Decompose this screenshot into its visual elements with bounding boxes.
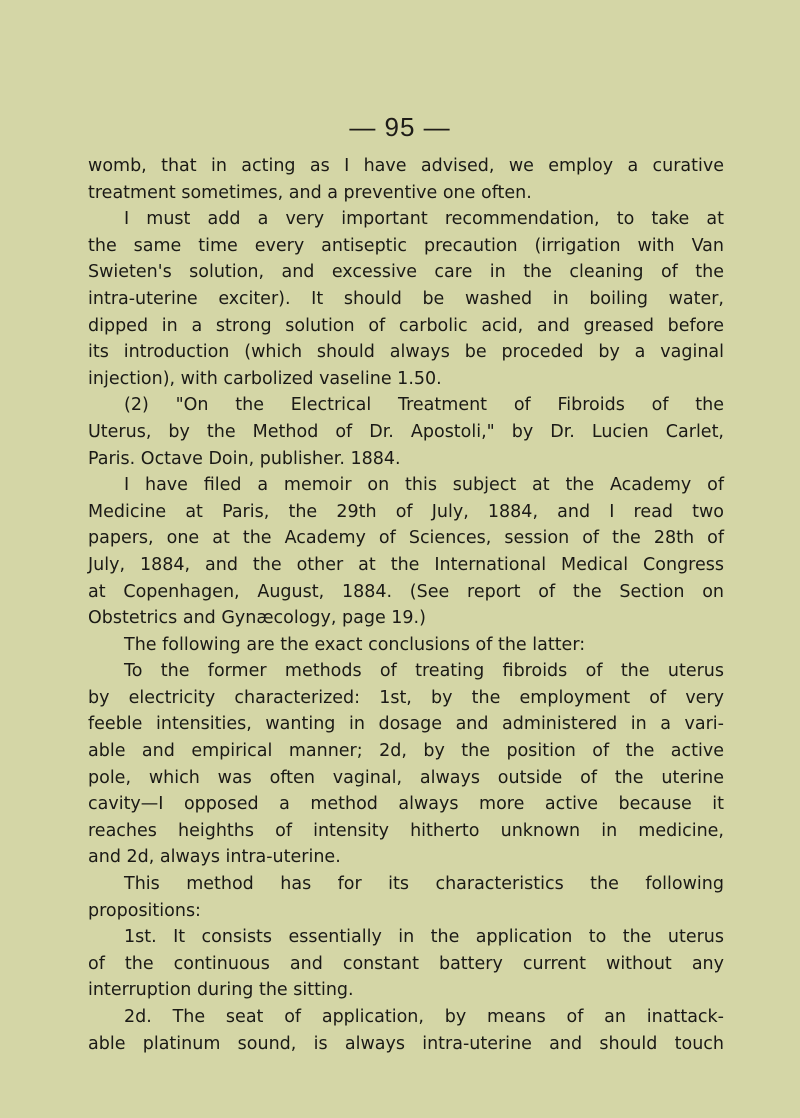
text-line: I have filed a memoir on this subject at the Academy of [124,475,724,496]
text-line: able platinum sound, is always intra-uterine and should touch [88,1033,724,1054]
text-line: propositions: [88,900,201,921]
text-line: July, 1884, and the other at the International Medical Congress [88,554,724,575]
text-line: treatment sometimes, and a preventive one often. [88,182,532,203]
text-line: by electricity characterized: 1st, by the employment of very [88,687,724,708]
text-line: at Copenhagen, August, 1884. (See report of the Section on [88,581,724,602]
text-line: Paris. Octave Doin, publisher. 1884. [88,448,401,469]
text-line: The following are the exact conclusions of the latter: [124,634,586,655]
text-line: 1st. It consists essentially in the application to the uterus [124,927,724,948]
text-line: reaches heighths of intensity hitherto unknown in medicine, [88,820,724,841]
text-line: dipped in a strong solution of carbolic acid, and greased before [88,315,724,336]
text-line: able and empirical manner; 2d, by the position of the active [88,741,724,762]
page-number: — 95 — [349,112,451,142]
text-line: intra-uterine exciter). It should be washed in boiling water, [88,288,724,309]
text-line: pole, which was often vaginal, always outside of the uterine [88,767,724,788]
text-line: of the continuous and constant battery current without any [88,953,724,974]
text-line: its introduction (which should always be proceded by a vaginal [88,342,724,363]
text-line: 2d. The seat of application, by means of an inattack- [124,1007,724,1027]
text-line: Obstetrics and Gynæcology, page 19.) [88,608,426,629]
text-line: injection), with carbolized vaseline 1.50. [88,368,442,389]
text-line: feeble intensities, wanting in dosage and administered in a vari- [88,714,724,735]
text-line: papers, one at the Academy of Sciences, session of the 28th of [88,528,724,549]
text-line: To the former methods of treating fibroids of the uterus [124,661,724,682]
text-line: the same time every antiseptic precaution (irrigation with Van [88,235,724,256]
text-line: Uterus, by the Method of Dr. Apostoli," by Dr. Lucien Carlet, [88,421,724,442]
text-line: This method has for its characteristics the following [124,874,724,895]
text-line: cavity—I opposed a method always more active because it [88,794,724,815]
text-line: I must add a very important recommendation, to take at [124,209,724,230]
text-line: interruption during the sitting. [88,980,354,1001]
text-line: Medicine at Paris, the 29th of July, 1884, and I read two [88,501,724,522]
body-text [88,153,724,1057]
text-line: and 2d, always intra-uterine. [88,847,341,868]
text-line: (2) "On the Electrical Treatment of Fibroids of the [124,395,724,416]
text-line: Swieten's solution, and excessive care in the cleaning of the [88,262,724,283]
text-line: womb, that in acting as I have advised, we employ a curative [88,156,724,176]
